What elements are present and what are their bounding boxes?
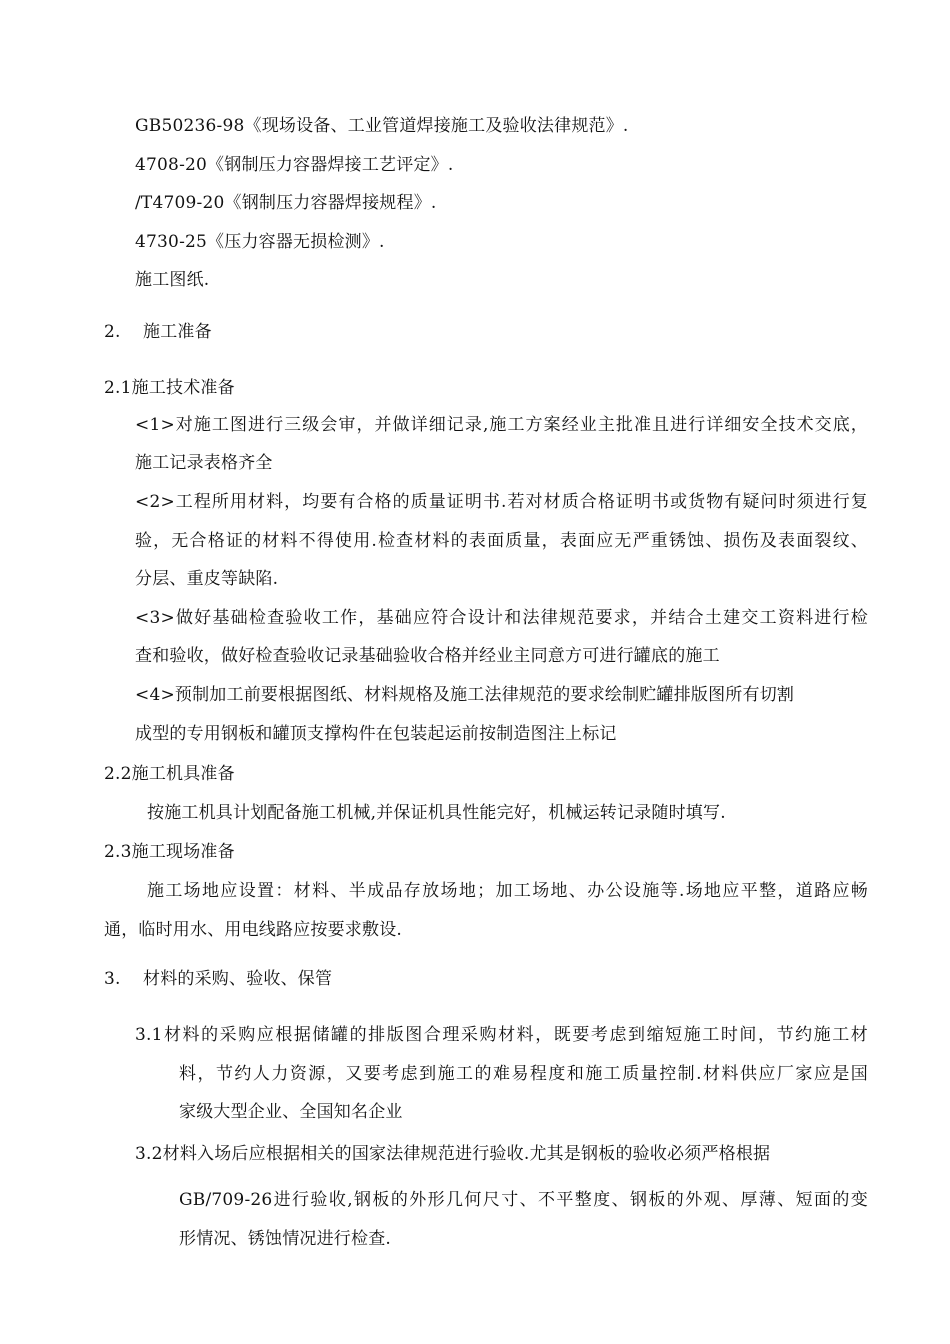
paragraph-line: <2>工程所用材料，均要有合格的质量证明书.若对材质合格证明书或货物有疑问时须进行复 (135, 492, 868, 512)
subsection-heading: 2.2施工机具准备 (104, 764, 235, 784)
standard-reference-line: 4730-25《压力容器无损检测》. (135, 232, 385, 252)
paragraph-line: 按施工机具计划配备施工机械,并保证机具性能完好，机械运转记录随时填写. (147, 803, 726, 823)
standard-reference-line: 4708-20《钢制压力容器焊接工艺评定》. (135, 155, 454, 175)
paragraph-line: 验，无合格证的材料不得使用.检查材料的表面质量，表面应无严重锈蚀、损伤及表面裂纹、 (135, 531, 868, 551)
paragraph-line: 3.1材料的采购应根据储罐的排版图合理采购材料，既要考虑到缩短施工时间，节约施工材 (135, 1025, 868, 1045)
paragraph-line: 料，节约人力资源，又要考虑到施工的难易程度和施工质量控制.材料供应厂家应是国 (179, 1064, 868, 1084)
paragraph-line: 施工场地应设置：材料、半成品存放场地；加工场地、办公设施等.场地应平整，道路应畅 (147, 881, 868, 901)
paragraph-line: 家级大型企业、全国知名企业 (179, 1102, 403, 1122)
paragraph-line: 分层、重皮等缺陷. (135, 569, 279, 589)
paragraph-line: 通，临时用水、用电线路应按要求敷设. (104, 920, 403, 940)
paragraph-line: <1>对施工图进行三级会审，并做详细记录,施工方案经业主批准且进行详细安全技术交底， (135, 415, 868, 435)
section-number: 2. (104, 322, 121, 342)
section-number: 3. (104, 969, 121, 989)
paragraph-line: <3>做好基础检查验收工作，基础应符合设计和法律规范要求，并结合土建交工资料进行检 (135, 608, 868, 628)
subsection-heading: 2.3施工现场准备 (104, 842, 235, 862)
section-heading: 材料的采购、验收、保管 (143, 969, 333, 989)
paragraph-line: 成型的专用钢板和罐顶支撑构件在包装起运前按制造图注上标记 (135, 724, 617, 744)
reference-line: 施工图纸. (135, 270, 210, 290)
standard-reference-line: /T4709-20《钢制压力容器焊接规程》. (135, 193, 437, 213)
paragraph-line: GB/709-26进行验收,钢板的外形几何尺寸、不平整度、钢板的外观、厚薄、短面的变 (179, 1190, 868, 1210)
paragraph-line: <4>预制加工前要根据图纸、材料规格及施工法律规范的要求绘制贮罐排版图所有切割 (135, 685, 795, 705)
paragraph-line: 3.2材料入场后应根据相关的国家法律规范进行验收.尤其是钢板的验收必须严格根据 (135, 1144, 771, 1164)
paragraph-line: 施工记录表格齐全 (135, 453, 273, 473)
section-heading: 施工准备 (143, 322, 212, 342)
subsection-heading: 2.1施工技术准备 (104, 378, 235, 398)
paragraph-line: 查和验收，做好检查验收记录基础验收合格并经业主同意方可进行罐底的施工 (135, 646, 720, 666)
standard-reference-line: GB50236-98《现场设备、工业管道焊接施工及验收法律规范》. (135, 116, 629, 136)
paragraph-line: 形情况、锈蚀情况进行检查. (179, 1229, 392, 1249)
